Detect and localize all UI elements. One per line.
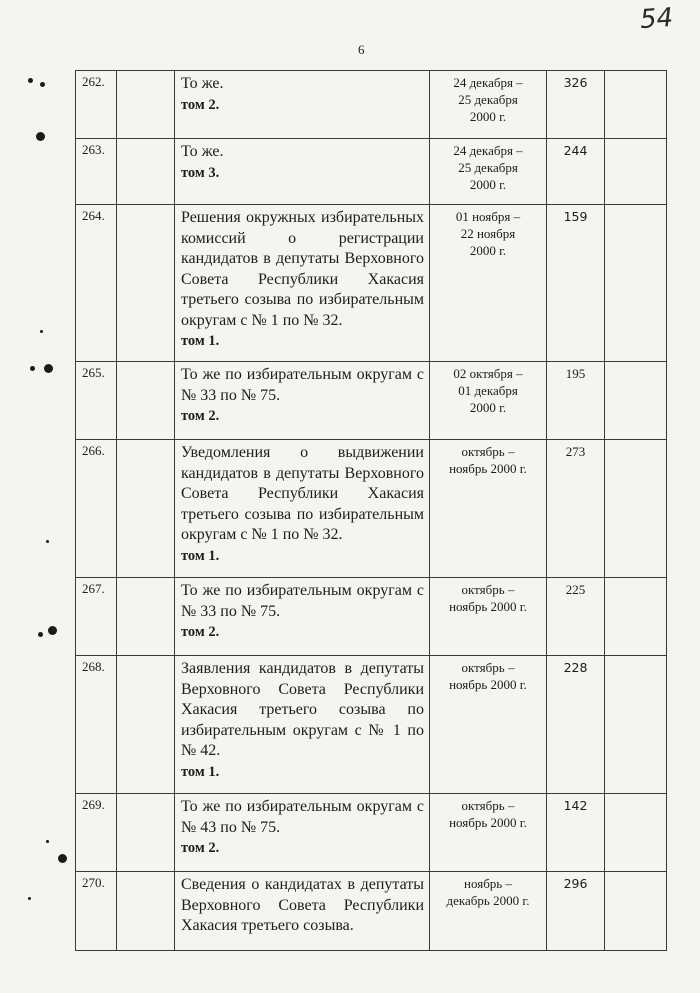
blank-cell — [117, 656, 175, 794]
page-number: 6 — [358, 42, 365, 57]
punch-hole-mark — [28, 897, 31, 900]
item-title: Заявления кандидатов в депутаты Верховного Совета Республики Хакасия третьего созыва по избирательным округам с № 1 по № 42. — [181, 660, 424, 759]
punch-hole-mark — [36, 132, 45, 141]
item-title-cell — [175, 205, 430, 362]
table-row — [76, 794, 667, 872]
item-number: 264. — [76, 205, 117, 362]
item-title: Решения окружных избирательных комиссий о регистрации кандидатов в депутаты Верховного Совета Республики Хакасия третьего созыва по избирательным округам с № 1 по № 32. — [181, 209, 424, 329]
item-number: 268. — [76, 656, 117, 794]
table-row — [76, 362, 667, 440]
item-dates: октябрь – ноябрь 2000 г. — [430, 794, 547, 872]
blank-cell — [605, 205, 667, 362]
blank-cell — [117, 578, 175, 656]
table-row — [76, 440, 667, 578]
punch-hole-mark — [40, 82, 45, 87]
item-volume: том 1. — [181, 333, 220, 349]
item-title: То же. — [181, 75, 224, 92]
blank-cell — [605, 794, 667, 872]
item-volume: том 1. — [181, 763, 220, 780]
item-dates: октябрь – ноябрь 2000 г. — [430, 440, 547, 578]
table-row — [76, 872, 667, 951]
item-number: 270. — [76, 872, 117, 951]
item-title-cell — [175, 362, 430, 440]
punch-hole-mark — [44, 364, 53, 373]
blank-cell — [605, 440, 667, 578]
item-title-cell — [175, 656, 430, 794]
item-pages: 195 — [547, 362, 605, 440]
blank-cell — [605, 578, 667, 656]
item-pages: 228 — [547, 656, 605, 794]
item-pages: 296 — [547, 872, 605, 951]
blank-cell — [117, 794, 175, 872]
blank-cell — [117, 71, 175, 139]
blank-cell — [117, 872, 175, 951]
punch-hole-mark — [38, 632, 43, 637]
item-dates: 02 октября – 01 декабря 2000 г. — [430, 362, 547, 440]
item-number: 269. — [76, 794, 117, 872]
item-title-cell — [175, 71, 430, 139]
table-row — [76, 71, 667, 139]
item-title: Уведомления о выдвижении кандидатов в депутаты Верховного Совета Республики Хакасия третьего созыва по избирательным округам с № 1 по № 32. — [181, 444, 424, 543]
item-title: То же по избирательным округам с № 43 по № 75. — [181, 798, 424, 836]
blank-cell — [605, 656, 667, 794]
item-title: То же. — [181, 143, 224, 160]
item-title-cell — [175, 440, 430, 578]
item-pages: 273 — [547, 440, 605, 578]
item-title: Сведения о кандидатах в депутаты Верховного Совета Республики Хакасия третьего созыва. — [181, 876, 424, 934]
table-row — [76, 205, 667, 362]
item-volume: том 2. — [181, 840, 220, 856]
table-row — [76, 656, 667, 794]
punch-hole-mark — [28, 78, 33, 83]
punch-hole-mark — [48, 626, 57, 635]
item-volume: том 3. — [181, 164, 220, 181]
blank-cell — [605, 139, 667, 205]
archive-sheet-number: 54 — [638, 2, 675, 36]
item-volume: том 1. — [181, 547, 220, 564]
item-pages: 159 — [547, 205, 605, 362]
item-dates: октябрь – ноябрь 2000 г. — [430, 656, 547, 794]
item-dates: 24 декабря – 25 декабря 2000 г. — [430, 139, 547, 205]
blank-cell — [117, 362, 175, 440]
item-number: 266. — [76, 440, 117, 578]
item-number: 267. — [76, 578, 117, 656]
item-dates: октябрь – ноябрь 2000 г. — [430, 578, 547, 656]
item-dates: 01 ноября – 22 ноября 2000 г. — [430, 205, 547, 362]
punch-hole-mark — [58, 854, 67, 863]
item-title: То же по избирательным округам с № 33 по № 75. — [181, 582, 424, 620]
table-row — [76, 139, 667, 205]
item-dates: ноябрь – декабрь 2000 г. — [430, 872, 547, 951]
inventory-table — [75, 70, 667, 951]
item-pages: 244 — [547, 139, 605, 205]
item-dates: 24 декабря – 25 декабря 2000 г. — [430, 71, 547, 139]
blank-cell — [117, 440, 175, 578]
item-pages: 326 — [547, 71, 605, 139]
blank-cell — [117, 205, 175, 362]
item-title-cell — [175, 872, 430, 951]
punch-hole-mark — [30, 366, 35, 371]
punch-hole-mark — [46, 840, 49, 843]
item-title-cell — [175, 578, 430, 656]
item-number: 262. — [76, 71, 117, 139]
punch-hole-mark — [46, 540, 49, 543]
blank-cell — [605, 362, 667, 440]
item-pages: 225 — [547, 578, 605, 656]
item-number: 263. — [76, 139, 117, 205]
item-title-cell — [175, 139, 430, 205]
item-volume: том 2. — [181, 96, 220, 113]
punch-hole-mark — [40, 330, 43, 333]
table-row — [76, 578, 667, 656]
blank-cell — [605, 71, 667, 139]
item-volume: том 2. — [181, 624, 220, 640]
item-title: То же по избирательным округам с № 33 по № 75. — [181, 366, 424, 404]
item-number: 265. — [76, 362, 117, 440]
item-title-cell — [175, 794, 430, 872]
blank-cell — [605, 872, 667, 951]
blank-cell — [117, 139, 175, 205]
item-volume: том 2. — [181, 408, 220, 424]
item-pages: 142 — [547, 794, 605, 872]
